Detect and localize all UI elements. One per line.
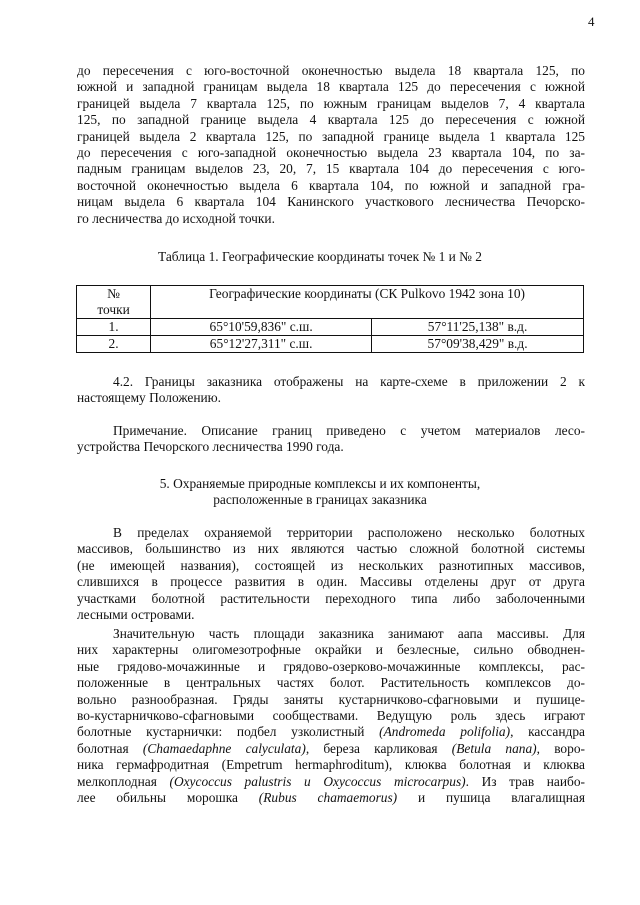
- text-line: 125, по западной границе выдела 4 квартала 125 до пересечения с южной: [77, 112, 585, 128]
- header-num-label: точки: [97, 302, 130, 317]
- text-line: участками болотной растительности переходного типа либо заболоченными: [77, 590, 585, 606]
- text-line: настоящему Положению.: [77, 390, 222, 406]
- text-run: мелкоплодная: [77, 773, 170, 789]
- text-line: слившихся в процессе развития в один. Массивы отделены друг от друга: [77, 574, 585, 590]
- cell-latitude: 65°12'27,311" с.ш.: [151, 336, 372, 353]
- paragraph-section5-intro: [77, 525, 585, 623]
- paragraph-boundary-description: [77, 63, 585, 227]
- heading-line: расположенные в границах заказника: [213, 492, 427, 508]
- text-line: до пересечения с юго-восточной оконечностью выдела 18 квартала 125, по: [77, 63, 585, 78]
- header-coordinates: Географические координаты (СК Pulkovo 1942 зона 10): [151, 286, 584, 319]
- latin-name: (Oxycoccus palustris и Oxycoccus microcarpus): [169, 773, 466, 789]
- text-line: падным границам выделов 23, 20, 7, 15 квартала 104 до пересечения с юго-: [77, 161, 585, 177]
- cell-point-number: 2.: [77, 336, 151, 353]
- latin-name: (Betula nana): [451, 740, 537, 756]
- text-run: , кассандра: [510, 724, 585, 740]
- paragraph-aapa-mires: [77, 626, 585, 806]
- latin-name: (Andromeda polifolia): [379, 724, 511, 740]
- text-line: вольно разнообразная. Гряды заняты кустарничково-сфагновыми и пушице-: [77, 691, 585, 707]
- text-run: , воро-: [536, 740, 585, 756]
- section-5-heading: [0, 476, 640, 509]
- text-line: границей выдела 2 квартала 125, по западной границе выдела 1 квартала 125: [77, 128, 585, 144]
- latin-name: (Chamaedaphne calyculata): [142, 740, 306, 756]
- cell-longitude: 57°11'25,138" в.д.: [372, 319, 584, 336]
- text-line: (не имеющей названия), состоящей из нескольких разнотипных массивов,: [77, 557, 585, 573]
- text-line: [77, 741, 585, 757]
- text-line: Примечание. Описание границ приведено с учетом материалов лесо-: [113, 423, 585, 438]
- text-run: болотная: [77, 740, 143, 756]
- text-run: и пушица влагалищная: [397, 790, 585, 806]
- text-line: восточной оконечностью выдела 6 квартала 104, по южной и западной гра-: [77, 177, 585, 193]
- text-line: [77, 774, 585, 790]
- text-run: болотные кустарнички: подбел узколистный: [77, 724, 380, 740]
- text-line: ника гермафродитная (Empetrum hermaphroditum), клюква болотная и клюква: [77, 757, 585, 773]
- text-line: южной и западной границам выдела 18 квартала 125 до пересечения с южной: [77, 79, 585, 95]
- table-caption: Таблица 1. Географические координаты точек № 1 и № 2: [158, 249, 482, 264]
- text-line: [77, 790, 585, 806]
- text-line: до пересечения с юго-западной оконечностью выдела 23 квартала 104, по за-: [77, 145, 585, 161]
- heading-line: 5. Охраняемые природные комплексы и их компоненты,: [159, 476, 481, 491]
- table-header-row: [77, 286, 584, 319]
- text-line: 4.2. Границы заказника отображены на карте-схеме в приложении 2 к: [113, 374, 585, 389]
- text-line: [77, 724, 585, 740]
- text-run: лее обильны морошка: [77, 790, 259, 806]
- text-line: границей выдела 7 квартала 125, по южным границам выделов 7, 4 квартала: [77, 95, 585, 111]
- table-row: [77, 336, 584, 353]
- text-line: ницам выдела 6 квартала 104 Канинского участкового лесничества Печорско-: [77, 194, 585, 210]
- text-line: положенные в центральных частях болот. Растительность комплексов до-: [77, 675, 585, 691]
- table-row: [77, 319, 584, 336]
- cell-latitude: 65°10'59,836" с.ш.: [151, 319, 372, 336]
- text-run: , береза карликовая: [305, 740, 452, 756]
- text-line: массивов, большинство из них являются частью сложной болотной системы: [77, 541, 585, 557]
- text-line: них характерны олигомезотрофные окрайки и безлесные, сильно обводнен-: [77, 642, 585, 658]
- latin-name: (Rubus chamaemorus): [258, 790, 398, 806]
- note-paragraph: [77, 423, 585, 456]
- text-line: В пределах охраняемой территории расположено несколько болотных: [113, 525, 585, 540]
- text-line: ные грядово-мочажинные и грядово-озерково-мочажинные комплексы, рас-: [77, 658, 585, 674]
- cell-longitude: 57°09'38,429" в.д.: [372, 336, 584, 353]
- header-num-symbol: №: [107, 286, 120, 301]
- text-run: . Из трав наибо-: [465, 773, 585, 789]
- paragraph-4-2: [77, 374, 585, 407]
- cell-point-number: 1.: [77, 319, 151, 336]
- text-line: лесными островами.: [77, 607, 195, 623]
- text-line: во-кустарничково-сфагновыми сообществами. Ведущую роль здесь играют: [77, 708, 585, 724]
- text-line: устройства Печорского лесничества 1990 года.: [77, 439, 344, 455]
- header-point-number: [77, 286, 151, 319]
- coordinates-table: [76, 285, 584, 353]
- page-number: 4: [588, 14, 595, 29]
- text-line: го лесничества до исходной точки.: [77, 210, 275, 226]
- text-line: Значительную часть площади заказника занимают аапа массивы. Для: [113, 626, 585, 641]
